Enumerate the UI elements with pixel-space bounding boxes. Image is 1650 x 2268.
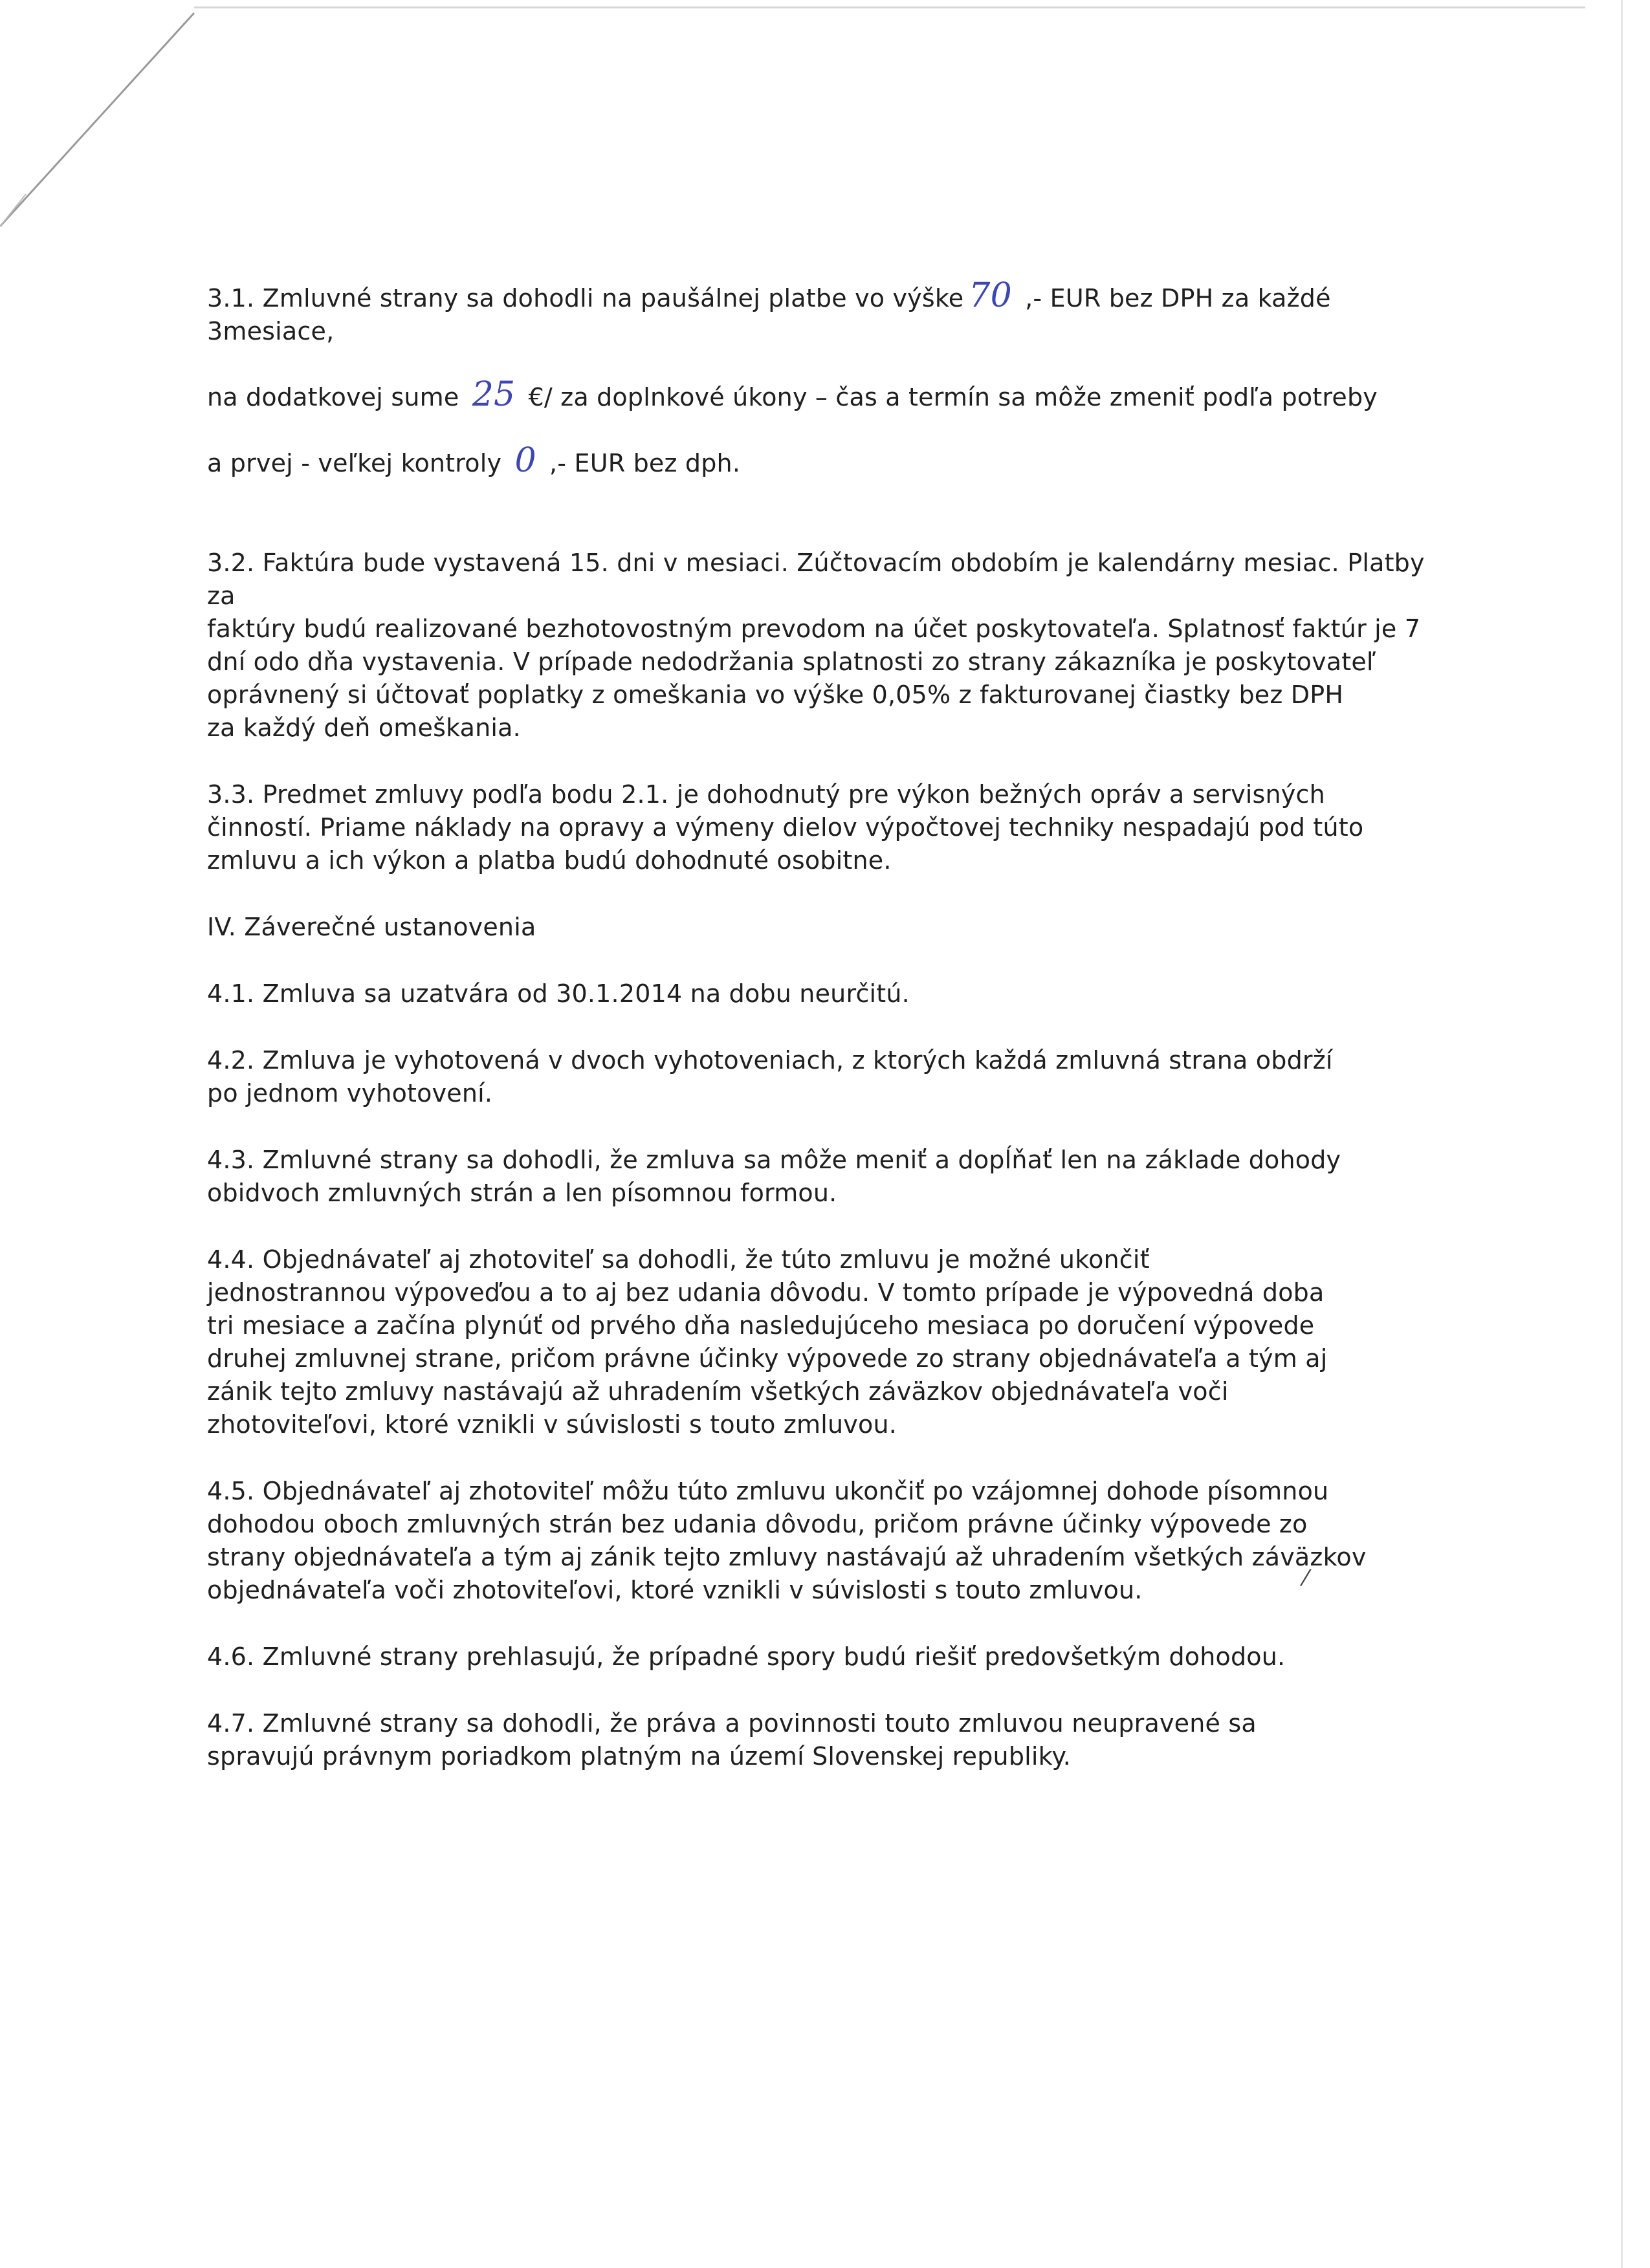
clause-3-1-text-d: €/ za doplnkové úkony – čas a termín sa môže zmeniť podľa potreby — [520, 383, 1378, 411]
clause-3-1-text-f: ,- EUR bez dph. — [541, 449, 741, 477]
clause-4-6: 4.6. Zmluvné strany prehlasujú, že prípadné spory budú riešiť predovšetkým dohodou. — [207, 1642, 1286, 1671]
contract-body — [207, 249, 1436, 1807]
scan-top-edge — [194, 6, 1585, 8]
handwritten-inspection-amount: 0 — [514, 441, 536, 480]
clause-3-1-text-b: ,- EUR bez DPH za každé 3mesiace, — [207, 284, 1331, 345]
clause-4-7: 4.7. Zmluvné strany sa dohodli, že práva a povinnosti touto zmluvou neupravené sa spravujú právnym poriadkom platným na území Slovenskej republiky. — [207, 1709, 1257, 1771]
clause-3-1-line-3 — [207, 441, 1436, 480]
clause-4-1: 4.1. Zmluva sa uzatvára od 30.1.2014 na dobu neurčitú. — [207, 979, 910, 1008]
scan-right-edge — [1621, 0, 1623, 2268]
clause-4-2: 4.2. Zmluva je vyhotovená v dvoch vyhotoveniach, z ktorých každá zmluvná strana obdrží po jednom vyhotovení. — [207, 1046, 1333, 1107]
clause-3-2: 3.2. Faktúra bude vystavená 15. dni v mesiaci. Zúčtovacím obdobím je kalendárny mesiac. Platby za faktúry budú realizované bezhotovostným prevodom na účet poskytovateľa. Splatnosť faktúr je 7 dní odo dňa vystavenia. V prípade nedodržania splatnosti zo strany zákazníka je poskytovateľ oprávnený si účtovať poplatky z omeškania vo výške 0,05% z fakturovanej čiastky bez DPH za každý deň omeškania. — [207, 549, 1425, 742]
clause-3-1-text-a: 3.1. Zmluvné strany sa dohodli na paušálnej platbe vo výške — [207, 284, 964, 312]
clause-3-1-line-1 — [207, 276, 1436, 348]
clause-3-3: 3.3. Predmet zmluvy podľa bodu 2.1. je dohodnutý pre výkon bežných opráv a servisných činností. Priame náklady na opravy a výmeny dielov výpočtovej techniky nespadajú pod túto zmluvu a ich výkon a platba budú dohodnuté osobitne. — [207, 780, 1364, 875]
clause-4-5: 4.5. Objednávateľ aj zhotoviteľ môžu túto zmluvu ukončiť po vzájomnej dohode písomnou dohodou oboch zmluvných strán bez udania dôvodu, pričom právne účinky výpovede zo strany objednávateľa a tým aj zánik tejto zmluvy nastávajú až uhradením všetkých záväzkov objednávateľa voči zhotoviteľovi, ktoré vznikli v súvislosti s touto zmluvou. — [207, 1477, 1367, 1604]
clause-3-1-text-e: a prvej - veľkej kontroly — [207, 449, 510, 477]
section-iv-heading: IV. Záverečné ustanovenia — [207, 913, 536, 941]
handwritten-additional-amount: 25 — [472, 375, 516, 414]
folded-corner-mark — [0, 0, 207, 233]
clause-3-1 — [207, 249, 1436, 513]
clause-4-4: 4.4. Objednávateľ aj zhotoviteľ sa dohodli, že túto zmluvu je možné ukončiť jednostrannou výpoveďou a to aj bez udania dôvodu. V tomto prípade je výpovedná doba tri mesiace a začína plynúť od prvého dňa nasledujúceho mesiaca po doručení výpovede druhej zmluvnej strane, pričom právne účinky výpovede zo strany objednávateľa a tým aj zánik tejto zmluvy nastávajú až uhradením všetkých záväzkov objednávateľa voči zhotoviteľovi, ktoré vznikli v súvislosti s touto zmluvou. — [207, 1245, 1328, 1439]
clause-3-1-text-c: na dodatkovej sume — [207, 383, 467, 411]
stray-pen-mark: ⁄ — [1304, 1565, 1308, 1591]
clause-3-1-line-2 — [207, 375, 1436, 414]
clause-4-3: 4.3. Zmluvné strany sa dohodli, že zmluva sa môže meniť a dopĺňať len na základe dohody obidvoch zmluvných strán a len písomnou formou. — [207, 1146, 1341, 1207]
handwritten-fee-amount: 70 — [969, 276, 1012, 315]
